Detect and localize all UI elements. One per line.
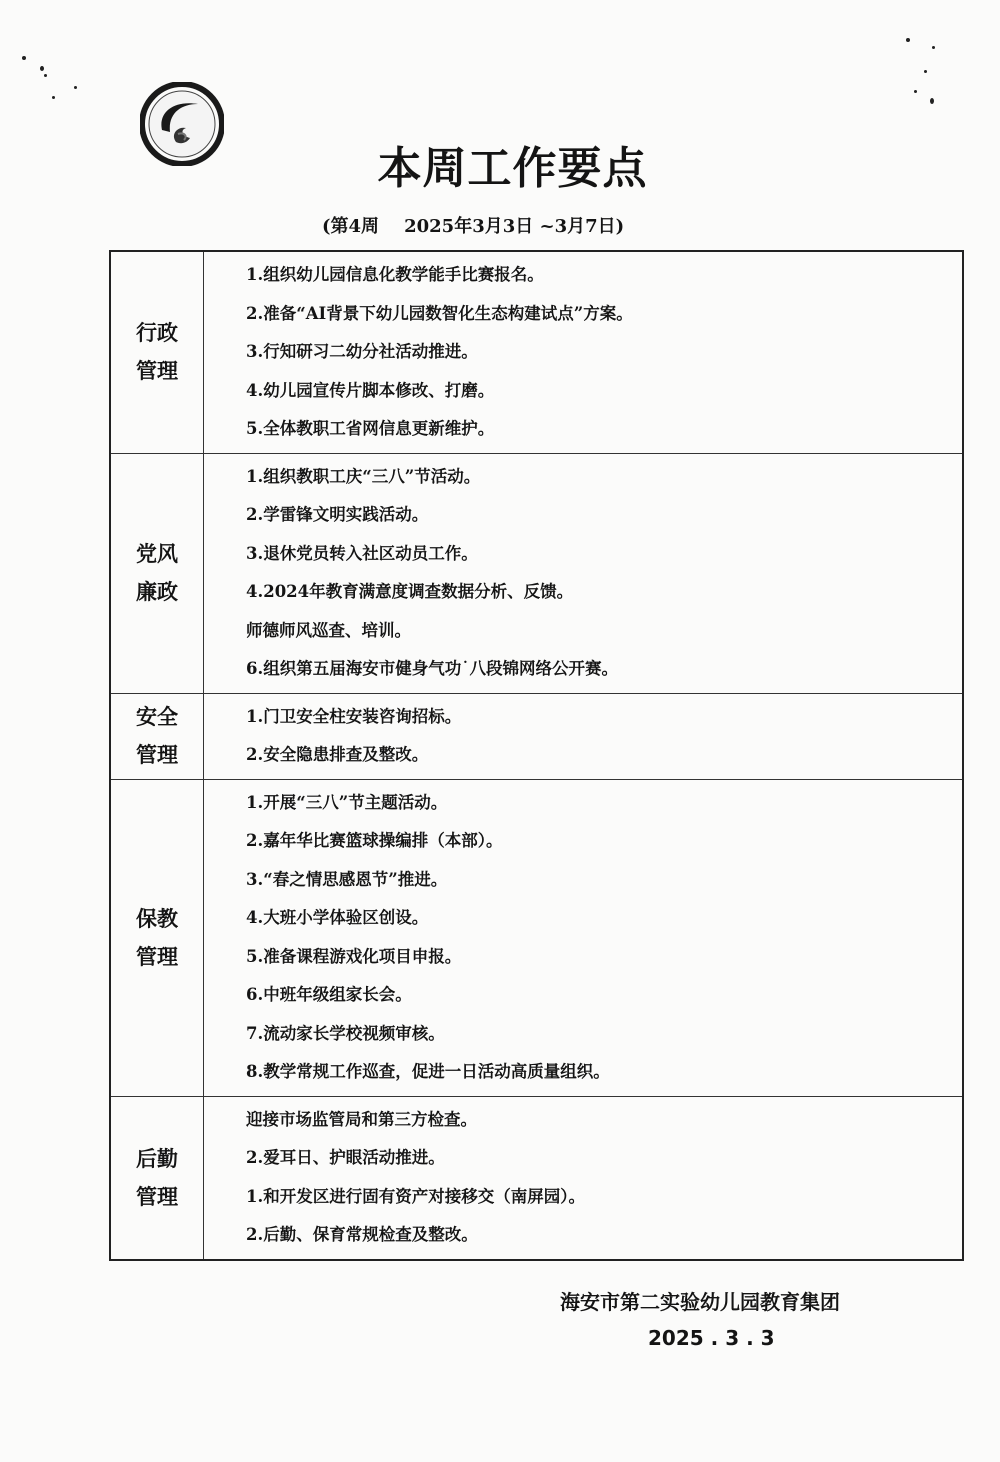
category-label: 后勤: [136, 1146, 178, 1171]
scan-speck: [22, 56, 26, 60]
scan-speck: [914, 90, 917, 93]
category-label: 党风: [136, 542, 178, 566]
category-cell: [110, 1096, 204, 1260]
list-item: 3.退休党员转入社区动员工作。: [246, 543, 478, 563]
list-item: 1.和开发区进行固有资产对接移交（南屏园）。: [246, 1186, 585, 1206]
category-label: 管理: [136, 944, 178, 969]
weekly-plan-table: [109, 250, 964, 1261]
list-item: 4.大班小学体验区创设。: [246, 908, 429, 927]
category-label: 管理: [136, 743, 178, 767]
category-label: 安全: [136, 705, 178, 729]
scan-speck: [930, 98, 934, 104]
section-row-logistics: [110, 1096, 963, 1260]
list-item: 4.2024年教育满意度调查数据分析、反馈。: [246, 582, 574, 601]
list-item: 1.开展“三八”节主题活动。: [246, 792, 448, 812]
issue-date: 2025 . 3 . 3: [648, 1326, 775, 1350]
scan-speck: [74, 86, 77, 89]
list-item: 7.流动家长学校视频审核。: [246, 1023, 445, 1043]
category-cell: [110, 779, 204, 1096]
category-label: 行政: [136, 321, 178, 346]
list-item: 2.爱耳日、护眼活动推进。: [246, 1148, 445, 1167]
scan-speck: [932, 46, 935, 49]
organization-signature: 海安市第二实验幼儿园教育集团: [560, 1290, 840, 1314]
category-label: 管理: [136, 1184, 178, 1209]
category-cell: [110, 453, 204, 693]
page-title: 本周工作要点: [377, 143, 648, 194]
list-item: 6.中班年级组家长会。: [246, 985, 412, 1004]
category-label: 保教: [136, 906, 178, 931]
list-item: 3.“春之情思感恩节”推进。: [246, 869, 448, 889]
list-item: 8.教学常规工作巡查，促进一日活动高质量组织。: [246, 1062, 610, 1081]
list-item: 5.准备课程游戏化项目申报。: [246, 946, 462, 966]
scan-speck: [40, 66, 44, 71]
section-row-admin: [110, 251, 963, 453]
list-item: 1.门卫安全柱安装咨询招标。: [246, 706, 462, 726]
category-cell: [110, 251, 204, 453]
scan-speck: [44, 74, 47, 77]
section-row-education: [110, 779, 963, 1096]
list-item: 2.嘉年华比赛篮球操编排（本部）。: [246, 831, 503, 850]
section-row-party: [110, 453, 963, 693]
category-label: 管理: [136, 359, 178, 384]
list-item: 6.组织第五届海安市健身气功˙八段锦网络公开赛。: [246, 659, 618, 678]
list-item: 1.组织幼儿园信息化教学能手比赛报名。: [246, 265, 544, 284]
items-cell: [204, 453, 964, 693]
category-label: 廉政: [136, 580, 178, 604]
scan-speck: [52, 96, 55, 99]
items-cell: [204, 251, 964, 453]
list-item: 2.安全隐患排查及整改。: [246, 745, 429, 764]
category-cell: [110, 693, 204, 779]
list-item: 师德师风巡查、培训。: [246, 620, 411, 640]
list-item: 5.全体教职工省网信息更新维护。: [246, 419, 495, 438]
list-item: 3.行知研习二幼分社活动推进。: [246, 342, 478, 361]
list-item: 2.准备“AI背景下幼儿园数智化生态构建试点”方案。: [246, 303, 633, 323]
list-item: 1.组织教职工庆“三八”节活动。: [246, 466, 481, 486]
list-item: 4.幼儿园宣传片脚本修改、打磨。: [246, 380, 495, 400]
week-date-range: (第4周 2025年3月3日 ~3月7日): [322, 216, 625, 237]
list-item: 2.学雷锋文明实践活动。: [246, 505, 429, 524]
scan-speck: [906, 38, 910, 42]
list-item: 2.后勤、保育常规检查及整改。: [246, 1225, 478, 1244]
scan-speck: [924, 70, 927, 73]
section-row-safety: [110, 693, 963, 779]
items-cell: [204, 693, 964, 779]
items-cell: [204, 779, 964, 1096]
list-item: 迎接市场监管局和第三方检查。: [246, 1109, 477, 1129]
items-cell: [204, 1096, 964, 1260]
